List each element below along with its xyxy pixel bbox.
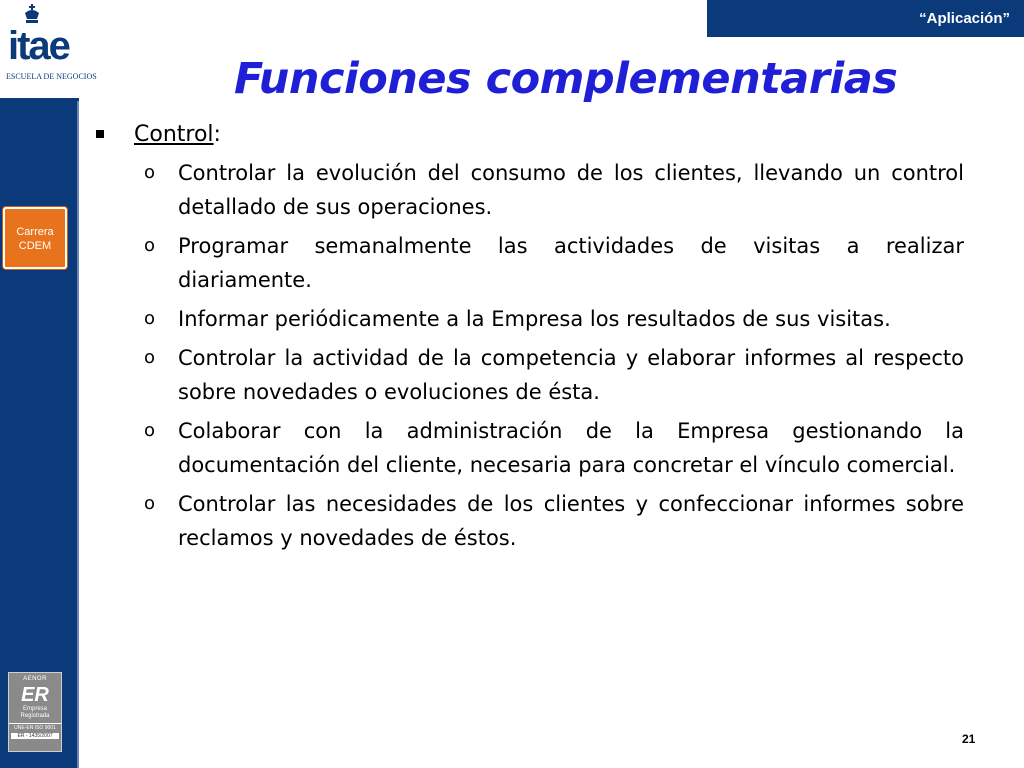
section-label: Control bbox=[134, 122, 214, 147]
aenor-certification-badge bbox=[8, 672, 62, 752]
logo-subtitle: ESCUELA DE NEGOCIOS bbox=[6, 72, 97, 81]
sidebar bbox=[0, 101, 79, 768]
badge-line2: Registrada bbox=[20, 713, 50, 719]
square-bullet-icon bbox=[96, 130, 104, 138]
page-title: Funciones complementarias bbox=[234, 54, 898, 104]
carrera-cdem-button[interactable] bbox=[3, 207, 67, 269]
badge-number: ER - 1435/2007 bbox=[11, 733, 59, 739]
main-content bbox=[96, 118, 964, 560]
bullet-list bbox=[96, 156, 964, 555]
badge-line1: Empresa bbox=[22, 706, 47, 712]
list-item bbox=[96, 302, 964, 336]
badge-aenor-label: AENOR bbox=[23, 676, 47, 682]
section-heading bbox=[96, 118, 964, 152]
section-colon: : bbox=[213, 122, 221, 147]
logo-wordmark: itae bbox=[8, 24, 69, 68]
list-item bbox=[96, 414, 964, 482]
circle-bullet-icon: o bbox=[144, 493, 156, 514]
header-tab: “Aplicación” bbox=[707, 0, 1024, 37]
list-item bbox=[96, 156, 964, 224]
list-item bbox=[96, 341, 964, 409]
circle-bullet-icon: o bbox=[144, 420, 156, 441]
circle-bullet-icon: o bbox=[144, 162, 156, 183]
crown-icon bbox=[22, 4, 42, 24]
list-item-text: Controlar la evolución del consumo de los clientes, llevando un control detallado de sus operaciones. bbox=[178, 161, 964, 219]
circle-bullet-icon: o bbox=[144, 347, 156, 368]
list-item-text: Programar semanalmente las actividades de visitas a realizar diariamente. bbox=[178, 234, 964, 292]
list-item bbox=[96, 487, 964, 555]
list-item-text: Controlar las necesidades de los clientes y confeccionar informes sobre reclamos y novedades de éstos. bbox=[178, 492, 964, 550]
list-item-text: Controlar la actividad de la competencia y elaborar informes al respecto sobre novedades o evoluciones de ésta. bbox=[178, 346, 964, 404]
badge-iso: UNE-EN ISO 9001 bbox=[9, 723, 61, 731]
list-item-text: Informar periódicamente a la Empresa los resultados de sus visitas. bbox=[178, 307, 891, 331]
logo bbox=[0, 0, 97, 100]
list-item bbox=[96, 229, 964, 297]
badge-er-mark: ER bbox=[21, 684, 49, 706]
page-number: 21 bbox=[962, 732, 976, 746]
list-item-text: Colaborar con la administración de la Empresa gestionando la documentación del cliente, necesaria para concretar el vínculo comercial. bbox=[178, 419, 964, 477]
circle-bullet-icon: o bbox=[144, 235, 156, 256]
circle-bullet-icon: o bbox=[144, 308, 156, 329]
cdem-label: CDEM bbox=[18, 240, 52, 252]
carrera-label: Carrera bbox=[16, 226, 54, 238]
badge-registered-text bbox=[9, 706, 61, 720]
